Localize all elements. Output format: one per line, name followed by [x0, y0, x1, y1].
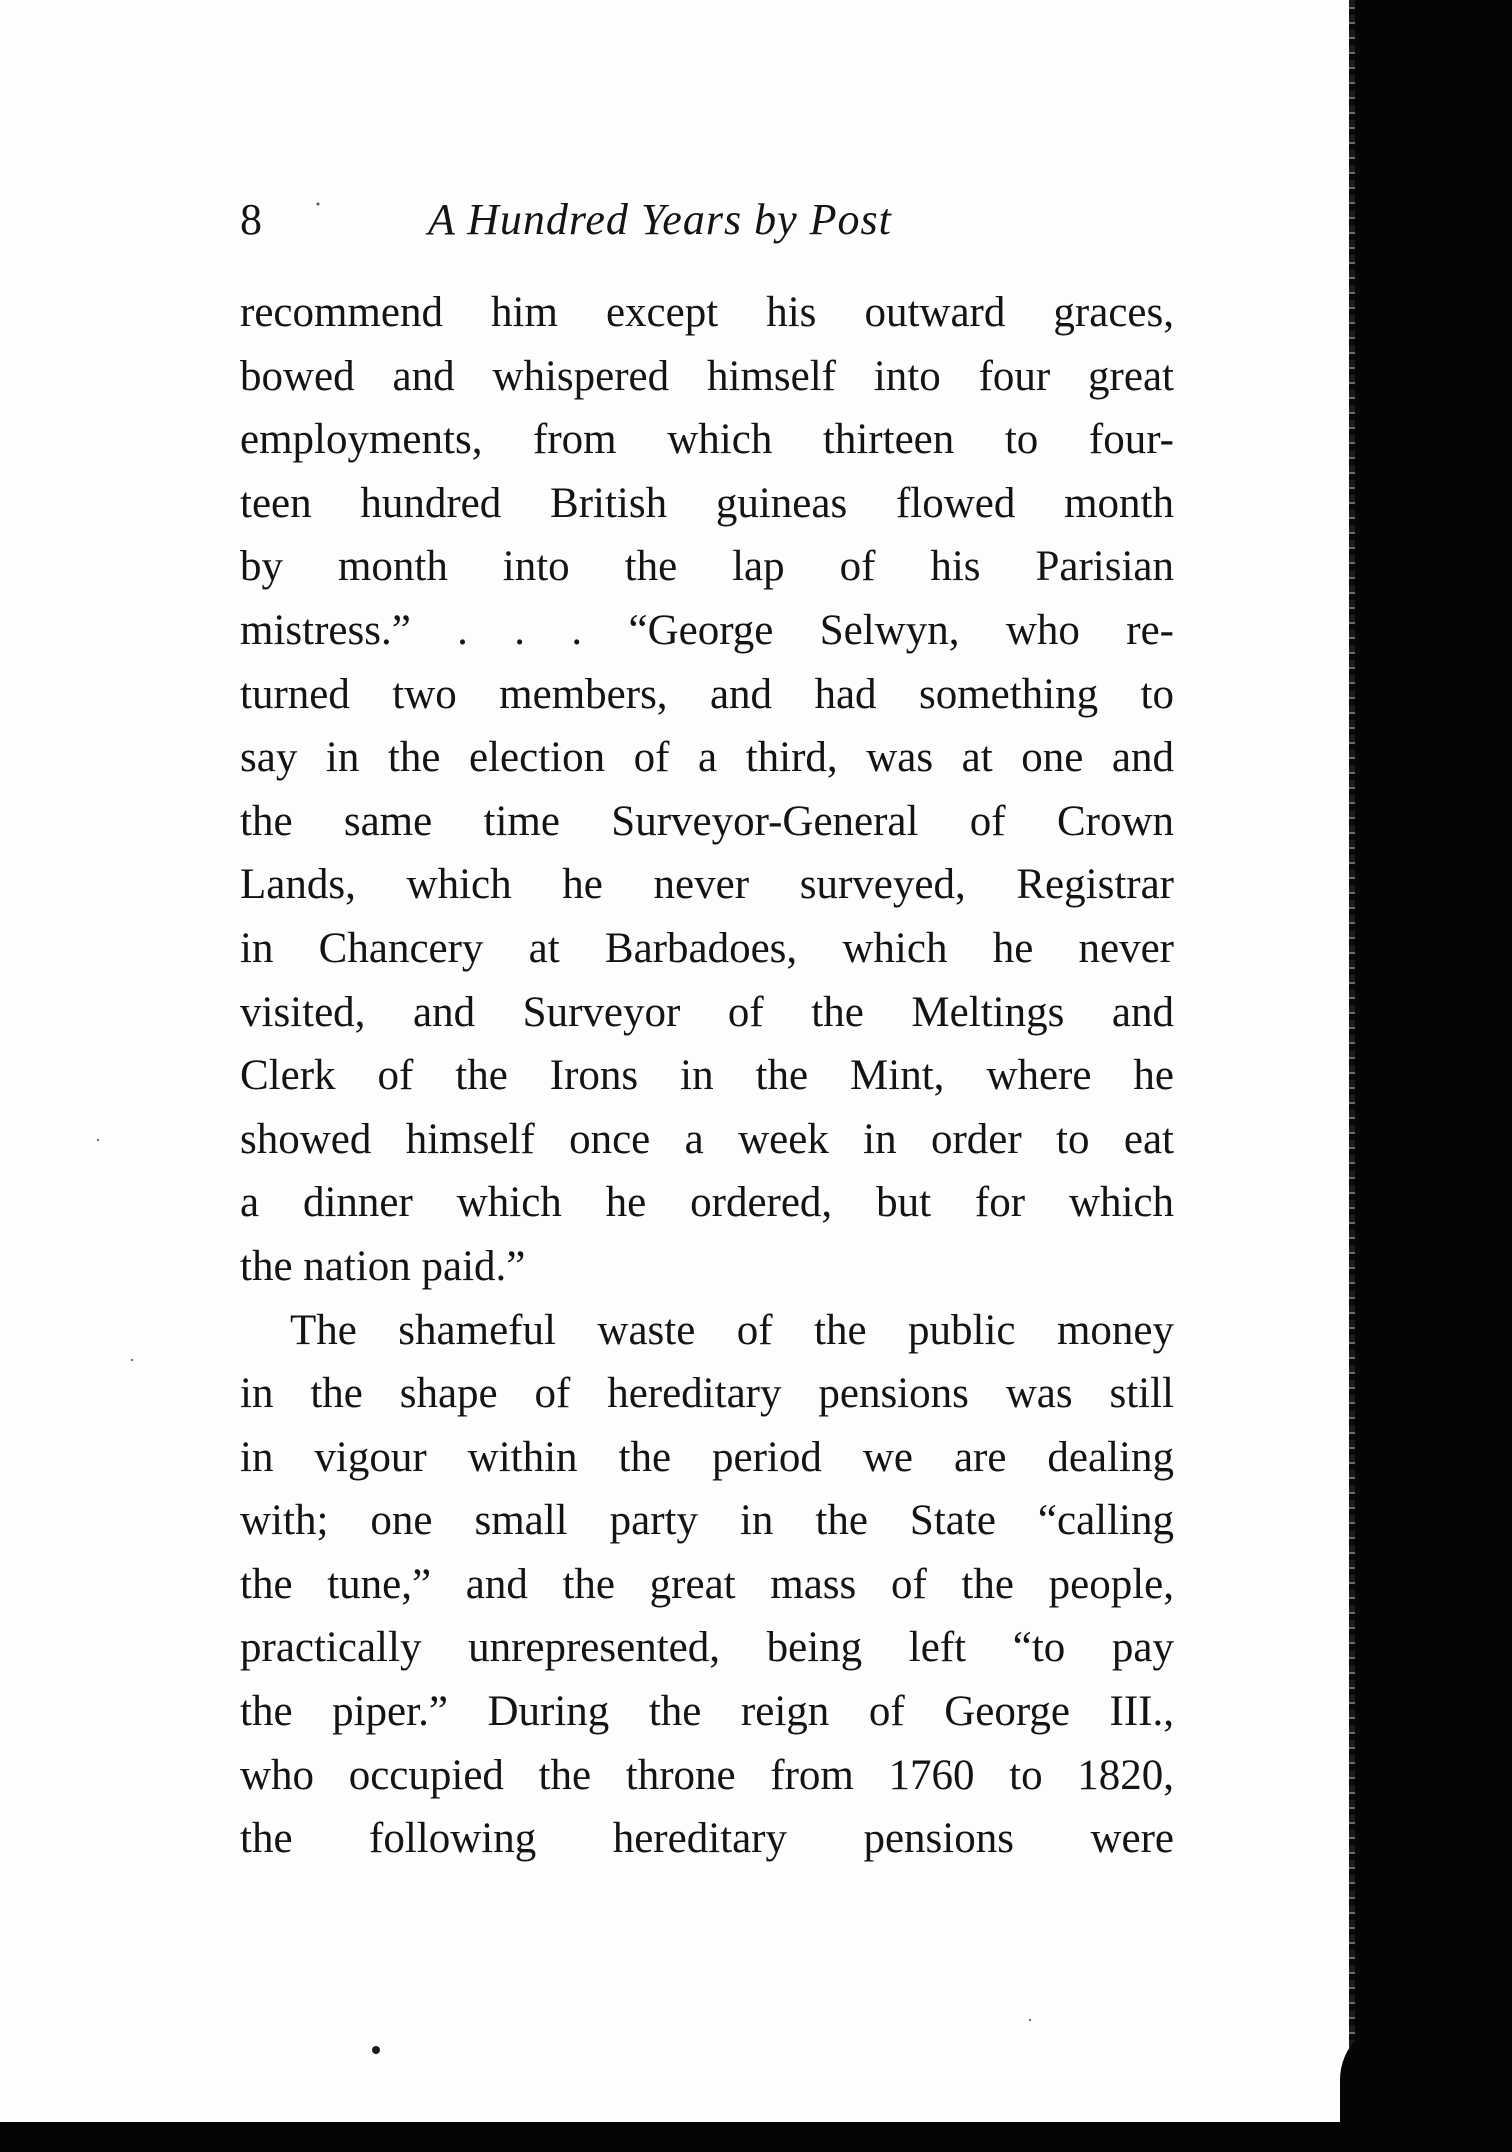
page-number: 8 [240, 195, 262, 244]
text-line: visited, and Surveyor of the Meltings and [240, 988, 1174, 1036]
scan-speck [97, 1139, 99, 1141]
text-line: turned two members, and had something to [240, 670, 1174, 718]
scan-speck [317, 203, 320, 206]
text-line: say in the election of a third, was at one and [240, 734, 1174, 782]
text-line: Clerk of the Irons in the Mint, where he [240, 1052, 1174, 1100]
text-line: in vigour within the period we are dealing [240, 1433, 1174, 1481]
scan-edge-corner [1340, 2020, 1512, 2130]
text-line: mistress.” . . . “George Selwyn, who re- [240, 606, 1174, 654]
text-line: by month into the lap of his Parisian [240, 543, 1174, 591]
scan-edge-bottom [0, 2122, 1512, 2152]
text-line: in the shape of hereditary pensions was still [240, 1370, 1174, 1418]
text-line: showed himself once a week in order to eat [240, 1115, 1174, 1163]
text-line: the tune,” and the great mass of the people, [240, 1560, 1174, 1608]
scan-speck [1029, 2019, 1031, 2021]
text-line: the same time Surveyor-General of Crown [240, 797, 1174, 845]
text-line: in Chancery at Barbadoes, which he never [240, 924, 1174, 972]
paragraph-start-line: The shameful waste of the public money [290, 1306, 1174, 1354]
text-line: Lands, which he never surveyed, Registrar [240, 861, 1174, 909]
text-line: employments, from which thirteen to four- [240, 416, 1174, 464]
paragraph-end-line: the nation paid.” [240, 1242, 526, 1290]
scan-edge-right [1352, 0, 1512, 2152]
text-line: teen hundred British guineas flowed month [240, 479, 1174, 527]
text-line: practically unrepresented, being left “to pay [240, 1624, 1174, 1672]
text-line: with; one small party in the State “calling [240, 1497, 1174, 1545]
text-line: recommend him except his outward graces, [240, 289, 1174, 336]
scan-speck [131, 1359, 133, 1361]
text-line: the piper.” During the reign of George III., [240, 1688, 1174, 1736]
text-line: who occupied the throne from 1760 to 1820, [240, 1751, 1174, 1799]
scan-speck [372, 2046, 380, 2054]
text-line: bowed and whispered himself into four great [240, 352, 1174, 400]
running-title: A Hundred Years by Post [428, 195, 892, 244]
text-line: a dinner which he ordered, but for which [240, 1179, 1174, 1227]
text-line: the following hereditary pensions were [240, 1815, 1174, 1863]
